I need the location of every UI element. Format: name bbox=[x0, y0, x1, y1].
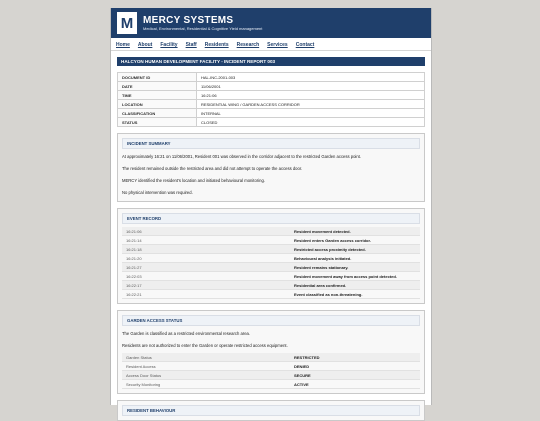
event-time: 16:22:17 bbox=[122, 281, 290, 290]
table-row bbox=[118, 100, 425, 109]
table-row bbox=[122, 371, 420, 380]
table-row bbox=[118, 82, 425, 91]
nav-residents[interactable]: Residents bbox=[204, 42, 229, 48]
event-time: 16:21:18 bbox=[122, 245, 290, 254]
event-desc: Resident movement detected. bbox=[290, 227, 420, 236]
status-value: SECURE bbox=[290, 371, 420, 380]
table-row bbox=[118, 91, 425, 100]
event-time: 16:22:03 bbox=[122, 272, 290, 281]
summary-paragraph: At approximately 16:21 on 11/06/2001, Resident 001 was observed in the corridor adjacent to the restricted Garden access point. bbox=[122, 154, 361, 159]
info-key: DATE bbox=[118, 82, 197, 91]
nav-home[interactable]: Home bbox=[116, 42, 130, 48]
info-value: INTERNAL bbox=[197, 109, 425, 118]
nav-research[interactable]: Research bbox=[236, 42, 260, 48]
section-heading: GARDEN ACCESS STATUS bbox=[122, 315, 420, 326]
report-title: HALCYON HUMAN DEVELOPMENT FACILITY - INCIDENT REPORT 003 bbox=[117, 57, 425, 66]
brand-title: MERCY SYSTEMS bbox=[143, 14, 234, 26]
info-value: CLOSED bbox=[197, 118, 425, 127]
main-nav bbox=[111, 40, 431, 51]
info-value: 16:21:06 bbox=[197, 91, 425, 100]
status-value: ACTIVE bbox=[290, 380, 420, 389]
summary-paragraph: No physical intervention was required. bbox=[122, 190, 193, 195]
table-row bbox=[122, 227, 420, 236]
status-key: Resident Access bbox=[122, 362, 290, 371]
table-row bbox=[122, 254, 420, 263]
event-desc: Resident remains stationary. bbox=[290, 263, 420, 272]
table-row bbox=[122, 362, 420, 371]
info-key: LOCATION bbox=[118, 100, 197, 109]
resident-behaviour-section bbox=[117, 400, 425, 421]
event-record-section bbox=[117, 208, 425, 304]
table-row bbox=[122, 380, 420, 389]
section-heading: EVENT RECORD bbox=[122, 213, 420, 224]
section-heading: INCIDENT SUMMARY bbox=[122, 138, 420, 149]
table-row bbox=[118, 118, 425, 127]
report-page bbox=[110, 8, 432, 413]
info-value: HAL-INC-2001-003 bbox=[197, 73, 425, 82]
event-desc: Residential area confirmed. bbox=[290, 281, 420, 290]
nav-facility[interactable]: Facility bbox=[160, 42, 178, 48]
garden-status-table bbox=[122, 353, 420, 389]
status-key: Access Door Status bbox=[122, 371, 290, 380]
info-key: DOCUMENT ID bbox=[118, 73, 197, 82]
event-time: 16:21:06 bbox=[122, 227, 290, 236]
table-row bbox=[122, 272, 420, 281]
table-row bbox=[118, 73, 425, 82]
summary-paragraph: MERCY identified the resident's location and initiated behavioural monitoring. bbox=[122, 178, 265, 183]
nav-contact[interactable]: Contact bbox=[295, 42, 315, 48]
report-info-table bbox=[117, 72, 425, 127]
nav-about[interactable]: About bbox=[137, 42, 153, 48]
garden-paragraph: The Garden is classified as a restricted environmental research area. bbox=[122, 331, 251, 336]
event-time: 16:21:27 bbox=[122, 263, 290, 272]
summary-paragraph: The resident remained outside the restricted area and did not attempt to operate the access door. bbox=[122, 166, 303, 171]
table-row bbox=[122, 236, 420, 245]
site-header bbox=[111, 8, 431, 38]
logo: M bbox=[117, 12, 137, 34]
info-value: RESIDENTIAL WING / GARDEN ACCESS CORRIDOR bbox=[197, 100, 425, 109]
nav-services[interactable]: Services bbox=[267, 42, 288, 48]
status-key: Garden Status bbox=[122, 353, 290, 362]
info-key: STATUS bbox=[118, 118, 197, 127]
table-row bbox=[118, 109, 425, 118]
info-key: CLASSIFICATION bbox=[118, 109, 197, 118]
table-row bbox=[122, 245, 420, 254]
brand-subtitle: Medical, Environmental, Residential & Cognitive Yield management bbox=[143, 25, 263, 31]
event-desc: Resident movement away from access point detected. bbox=[290, 272, 420, 281]
garden-access-section bbox=[117, 310, 425, 394]
table-row bbox=[122, 353, 420, 362]
table-row bbox=[122, 263, 420, 272]
event-desc: Restricted access proximity detected. bbox=[290, 245, 420, 254]
section-heading: RESIDENT BEHAVIOUR bbox=[122, 405, 420, 416]
garden-paragraph: Residents are not authorized to enter the Garden or operate restricted access equipment. bbox=[122, 343, 288, 348]
info-value: 11/06/2001 bbox=[197, 82, 425, 91]
event-desc: Behavioural analysis initiated. bbox=[290, 254, 420, 263]
incident-summary-section bbox=[117, 133, 425, 202]
status-key: Security Monitoring bbox=[122, 380, 290, 389]
event-desc: Event classified as non-threatening. bbox=[290, 290, 420, 299]
nav-staff[interactable]: Staff bbox=[185, 42, 197, 48]
info-key: TIME bbox=[118, 91, 197, 100]
table-row bbox=[122, 281, 420, 290]
status-value: DENIED bbox=[290, 362, 420, 371]
event-table bbox=[122, 227, 420, 299]
event-time: 16:21:20 bbox=[122, 254, 290, 263]
event-time: 16:22:21 bbox=[122, 290, 290, 299]
status-value: RESTRICTED bbox=[290, 353, 420, 362]
event-desc: Resident enters Garden access corridor. bbox=[290, 236, 420, 245]
event-time: 16:21:14 bbox=[122, 236, 290, 245]
table-row bbox=[122, 290, 420, 299]
